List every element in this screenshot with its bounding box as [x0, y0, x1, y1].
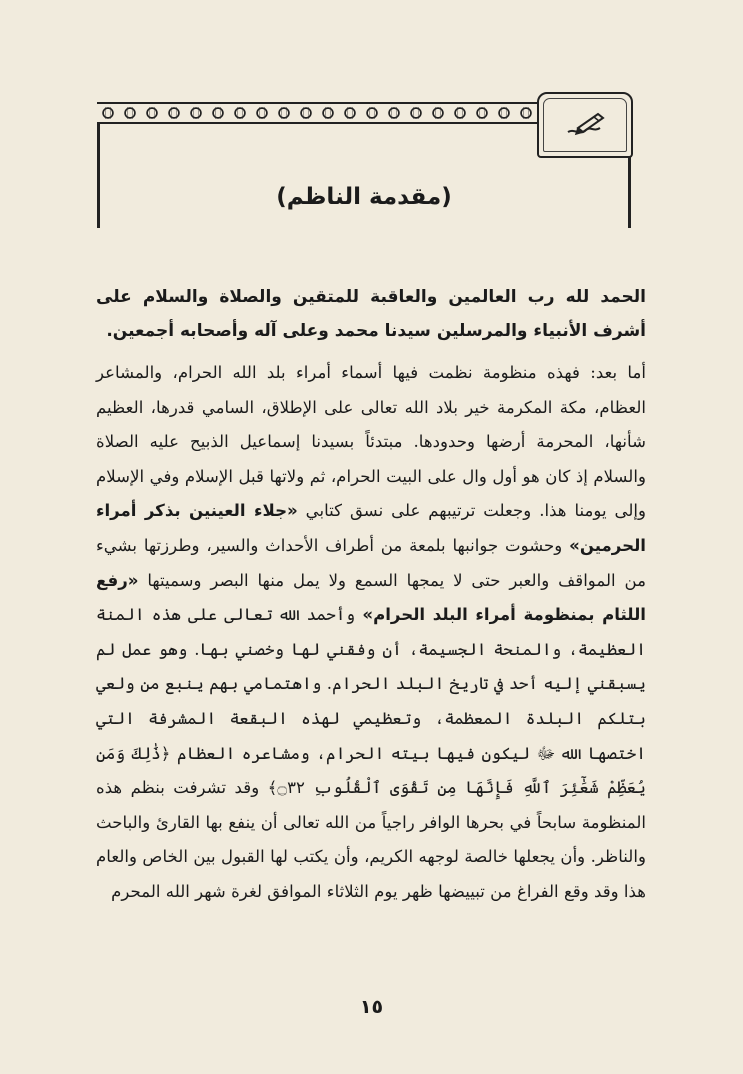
chapter-title: (مقدمة الناظم): [276, 184, 452, 210]
decorative-border-band: [97, 102, 537, 124]
paragraph-text-3: وأحمد الله تعالى على هذه المنة العظيمة، والمنحة الجسيمة، أن وفقني لها وخصني بها. وهو عمل لم يسبقني إليه أحد في تاريخ البلد الحرام. واهتمامي بهم ينبع من ولعي بتلكم البلدة المعظمة، وتعظيمي لهذه البقعة المشرفة التي اختصها الله ﷻ ليكون فيها بيته الحرام، ومشاعره العظام: [96, 605, 646, 763]
frame-left-rule: [97, 124, 100, 228]
page-number: ١٥: [359, 996, 384, 1018]
paragraph-text-4: وقد تشرفت بنظم هذه المنظومة سابحاً في بحرها الوافر راجياً من الله تعالى أن ينفع بها القارئ والباحث والناظر. وأن يجعلها خالصة لوجهه الكريم، وأن يكتب لها القبول بين الخاص والعام هذا وقد وقع الفراغ من تبييضها ظهر يوم الثلاثاء الموافق لغرة شهر الله المحرم: [96, 778, 646, 901]
book-title-jala-al-aynayn: «جلاء العينين بذكر أمراء الحرمين»: [96, 501, 646, 555]
pen-icon-frame: [537, 92, 633, 158]
quran-verse: ﴿ذَٰلِكَ وَمَن يُعَظِّمْ شَعَٰٓئِرَ ٱللَّهِ فَإِنَّهَا مِن تَقْوَى ٱلْقُلُوبِ ۝٣٢﴾: [96, 743, 646, 798]
opening-doxology: الحمد لله رب العالمين والعاقبة للمتقين والصلاة والسلام على أشرف الأنبياء والمرسلين سيدنا محمد وعلى آله وأصحابه أجمعين.: [96, 287, 646, 341]
paragraph-text-1: أما بعد: فهذه منظومة نظمت فيها أسماء أمراء بلد الله الحرام، والمشاعر العظام، مكة المكرمة خير بلاد الله تعالى على الإطلاق، السامي قدرها، العظيم شأنها، المحرمة أرضها وحدودها. مبتدئاً بسيدنا إسماعيل الذبيح عليه الصلاة والسلام إذ كان هو أول وال على البيت الحرام، ثم ولاتها قبل الإسلام وفي الإسلام وإلى يومنا هذا. وجعلت ترتيبهم على نسق كتابي: [96, 363, 647, 521]
pen-writing-icon: [564, 108, 608, 142]
book-title-raf-al-litham: «رفع اللثام بمنظومة أمراء البلد الحرام»: [96, 570, 646, 625]
frame-right-rule: [628, 156, 631, 228]
main-paragraph: [96, 356, 646, 910]
paragraph-text-2: وحشوت جوانبها بلمعة من أطراف الأحداث والسير، وطرزتها بشيء من المواقف والعبر حتى لا يمجها السمع ولا يمل منها البصر وسميتها: [96, 535, 647, 590]
